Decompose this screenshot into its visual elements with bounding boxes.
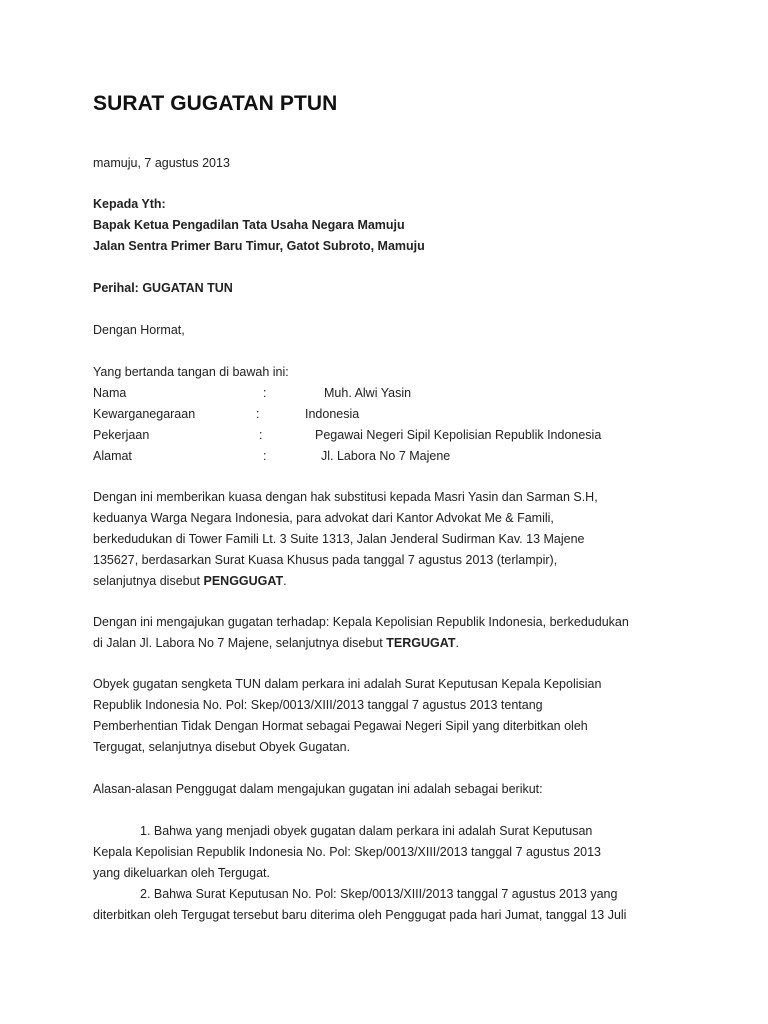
kuasa-line-2: keduanya Warga Negara Indonesia, para advokat dari Kantor Advokat Me & Famili, bbox=[93, 511, 554, 525]
kuasa-line-3: berkedudukan di Tower Famili Lt. 3 Suite 1313, Jalan Jenderal Sudirman Kav. 13 Majene bbox=[93, 532, 585, 546]
kuasa-line-5-text: selanjutnya disebut bbox=[93, 574, 204, 588]
penggugat-term: PENGGUGAT bbox=[203, 574, 284, 588]
field-value: Pegawai Negeri Sipil Kepolisian Republik Indonesia bbox=[315, 428, 602, 442]
field-label: Nama bbox=[93, 386, 127, 400]
greeting: Dengan Hormat, bbox=[93, 323, 185, 337]
field-separator: : bbox=[263, 386, 267, 400]
gugatan-line-2-text: di Jalan Jl. Labora No 7 Majene, selanjutnya disebut bbox=[93, 636, 387, 650]
document-title: SURAT GUGATAN PTUN bbox=[93, 92, 338, 115]
field-label: Pekerjaan bbox=[93, 428, 150, 442]
alasan-intro: Alasan-alasan Penggugat dalam mengajukan gugatan ini adalah sebagai berikut: bbox=[93, 782, 543, 796]
field-label: Alamat bbox=[93, 449, 132, 463]
field-separator: : bbox=[259, 428, 263, 442]
gugatan-line-2 bbox=[93, 635, 459, 651]
date-line: mamuju, 7 agustus 2013 bbox=[93, 156, 230, 170]
item-1-line-1: 1. Bahwa yang menjadi obyek gugatan dalam perkara ini adalah Surat Keputusan bbox=[140, 824, 593, 838]
field-label: Kewarganegaraan bbox=[93, 407, 196, 421]
tergugat-term: TERGUGAT bbox=[386, 636, 456, 650]
subject-line: Perihal: GUGATAN TUN bbox=[93, 281, 233, 295]
gugatan-line-2-end: . bbox=[455, 636, 459, 650]
kuasa-line-5-end: . bbox=[283, 574, 287, 588]
obyek-line-4: Tergugat, selanjutnya disebut Obyek Gugatan. bbox=[93, 740, 351, 754]
gugatan-line-1: Dengan ini mengajukan gugatan terhadap: Kepala Kepolisian Republik Indonesia, berkedudukan bbox=[93, 615, 629, 629]
field-value: Indonesia bbox=[305, 407, 360, 421]
recipient-line-2: Jalan Sentra Primer Baru Timur, Gatot Subroto, Mamuju bbox=[93, 239, 425, 253]
field-value: Jl. Labora No 7 Majene bbox=[321, 449, 451, 463]
kuasa-line-4: 135627, berdasarkan Surat Kuasa Khusus pada tanggal 7 agustus 2013 (terlampir), bbox=[93, 553, 558, 567]
item-2-line-2: diterbitkan oleh Tergugat tersebut baru diterima oleh Penggugat pada hari Jumat, tanggal 13 Juli bbox=[93, 908, 627, 922]
recipient-line-1: Bapak Ketua Pengadilan Tata Usaha Negara Mamuju bbox=[93, 218, 405, 232]
item-2-line-1: 2. Bahwa Surat Keputusan No. Pol: Skep/0013/XIII/2013 tanggal 7 agustus 2013 yang bbox=[140, 887, 618, 901]
item-1-line-3: yang dikeluarkan oleh Tergugat. bbox=[93, 866, 270, 880]
obyek-line-1: Obyek gugatan sengketa TUN dalam perkara ini adalah Surat Keputusan Kepala Kepolisian bbox=[93, 677, 602, 691]
kuasa-line-1: Dengan ini memberikan kuasa dengan hak substitusi kepada Masri Yasin dan Sarman S.H, bbox=[93, 490, 598, 504]
intro-line: Yang bertanda tangan di bawah ini: bbox=[93, 365, 289, 379]
recipient-salutation: Kepada Yth: bbox=[93, 197, 166, 211]
kuasa-line-5 bbox=[93, 573, 287, 589]
obyek-line-2: Republik Indonesia No. Pol: Skep/0013/XIII/2013 tanggal 7 agustus 2013 tentang bbox=[93, 698, 543, 712]
obyek-line-3: Pemberhentian Tidak Dengan Hormat sebagai Pegawai Negeri Sipil yang diterbitkan oleh bbox=[93, 719, 588, 733]
item-1-line-2: Kepala Kepolisian Republik Indonesia No. Pol: Skep/0013/XIII/2013 tanggal 7 agustus 2013 bbox=[93, 845, 602, 859]
field-value: Muh. Alwi Yasin bbox=[324, 386, 412, 400]
field-separator: : bbox=[256, 407, 260, 421]
field-separator: : bbox=[263, 449, 267, 463]
